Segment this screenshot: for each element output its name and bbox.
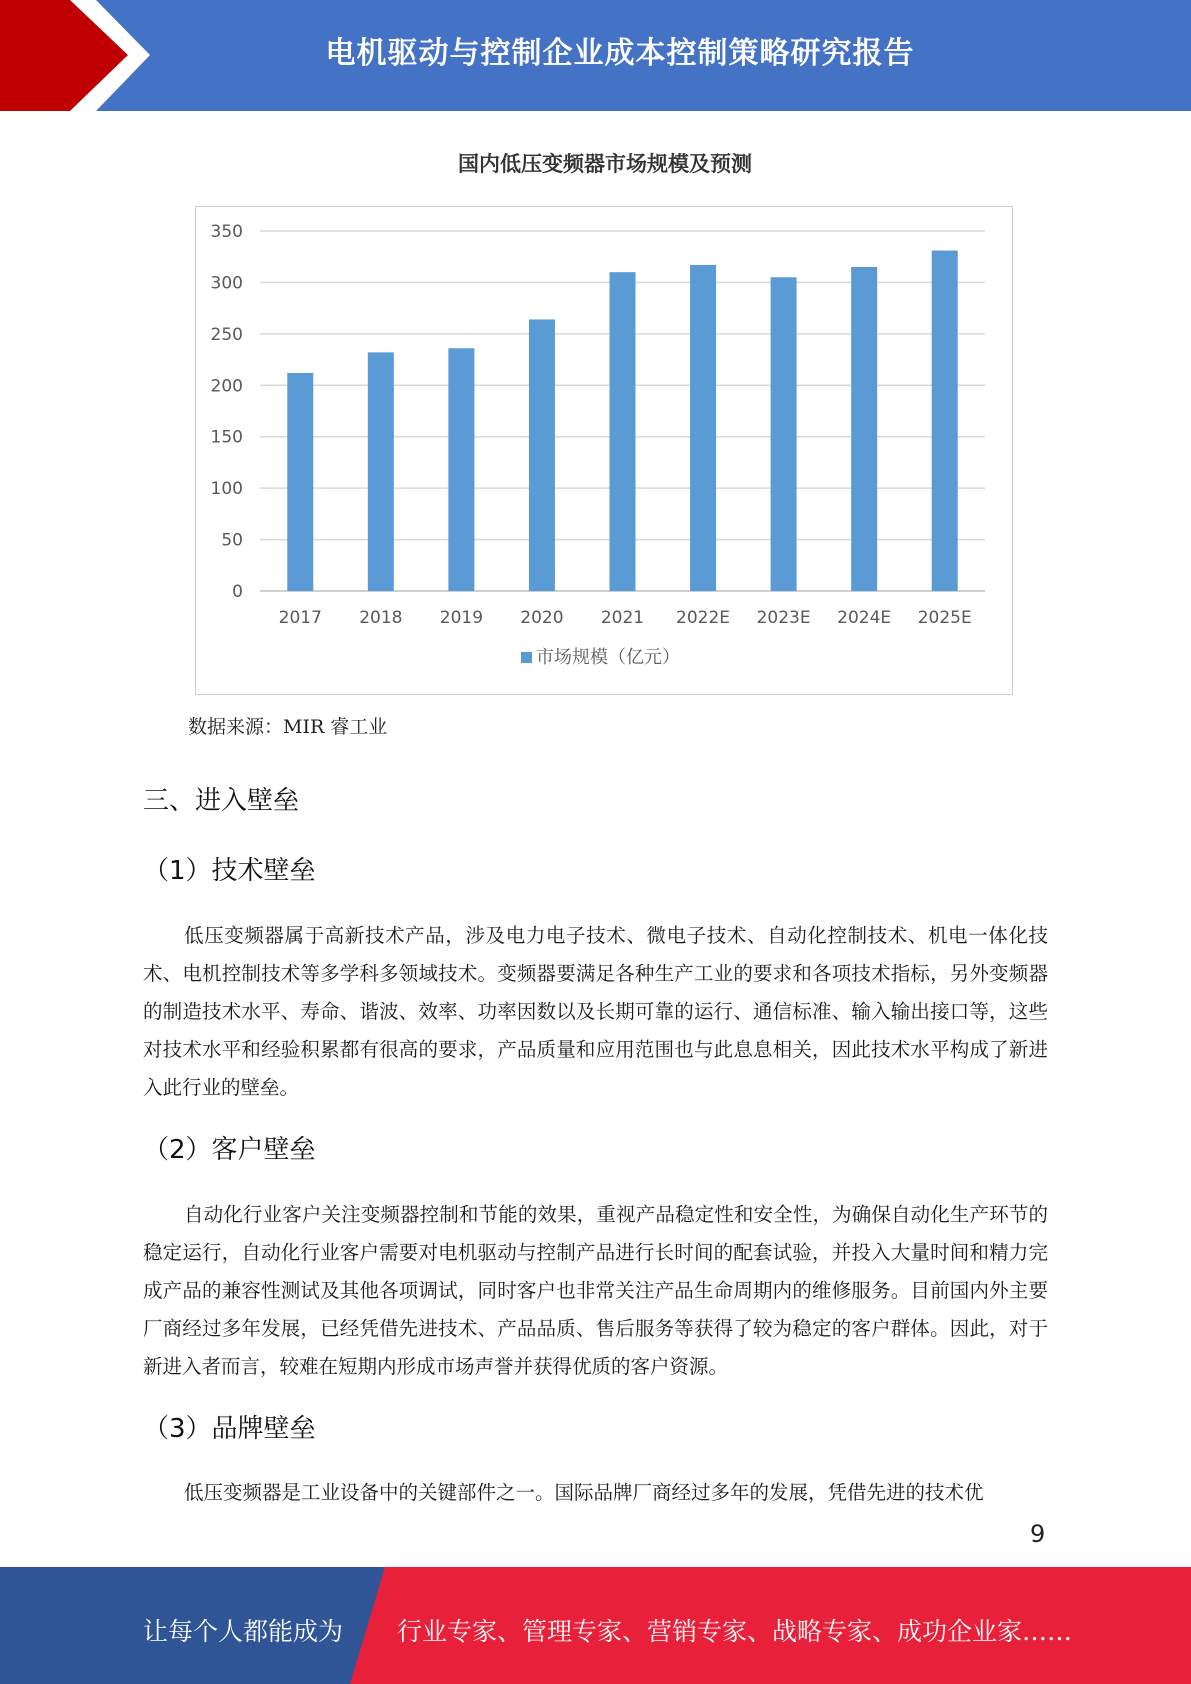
paragraph-tech-barrier: 低压变频器属于高新技术产品，涉及电力电子技术、微电子技术、自动化控制技术、机电一体化技术、电机控制技术等多学科多领域技术。变频器要满足各种生产工业的要求和各项技术指标，另外变频器的制造技术水平、寿命、谐波、效率、功率因数以及长期可靠的运行、通信标准、输入输出接口等，这些对技术水平和经验积累都有很高的要求，产品质量和应用范围也与此息息相关，因此技术水平构成了新进入此行业的壁垒。 xyxy=(143,924,1048,1099)
y-tick-label: 50 xyxy=(221,530,243,551)
y-tick-label: 300 xyxy=(210,273,243,294)
section-heading-entry-barriers: 三、进入壁垒 xyxy=(143,786,300,816)
footer-slogan-left: 让每个人都能成为 xyxy=(143,1617,344,1646)
page-footer xyxy=(0,1567,1191,1684)
bar-2019 xyxy=(448,348,474,591)
page-number: 9 xyxy=(1030,1520,1046,1548)
chart-source: 数据来源：MIR 睿工业 xyxy=(188,716,388,738)
x-tick-label: 2023E xyxy=(756,608,811,628)
y-tick-label: 250 xyxy=(210,324,243,345)
bar-chart xyxy=(195,206,1013,695)
legend-label: 市场规模（亿元） xyxy=(536,647,680,668)
bar-2021 xyxy=(610,272,636,591)
x-tick-label: 2025E xyxy=(917,608,972,628)
page-header xyxy=(0,0,1191,111)
bar-2017 xyxy=(287,373,313,591)
y-tick-label: 0 xyxy=(232,582,243,602)
x-tick-label: 2017 xyxy=(278,608,322,628)
paragraph-brand-barrier: 低压变频器是工业设备中的关键部件之一。国际品牌厂商经过多年的发展，凭借先进的技术优 xyxy=(184,1481,984,1504)
bar-2025E xyxy=(932,251,958,591)
subheading-tech-barrier: （1）技术壁垒 xyxy=(143,856,316,886)
bar-2022E xyxy=(690,265,716,591)
bar-2018 xyxy=(368,352,394,591)
chart-title: 国内低压变频器市场规模及预测 xyxy=(458,152,752,176)
x-tick-label: 2021 xyxy=(600,608,645,628)
legend-swatch xyxy=(521,652,532,663)
bar-2023E xyxy=(771,277,797,591)
y-tick-label: 150 xyxy=(210,427,243,448)
x-tick-label: 2024E xyxy=(837,608,892,628)
x-tick-label: 2019 xyxy=(439,608,484,628)
y-tick-label: 100 xyxy=(210,479,243,500)
report-title: 电机驱动与控制企业成本控制策略研究报告 xyxy=(325,36,915,71)
footer-slogan-right: 行业专家、管理专家、营销专家、战略专家、成功企业家…… xyxy=(397,1617,1073,1646)
y-tick-label: 200 xyxy=(210,376,243,397)
paragraph-customer-barrier: 自动化行业客户关注变频器控制和节能的效果，重视产品稳定性和安全性，为确保自动化生产环节的稳定运行，自动化行业客户需要对电机驱动与控制产品进行长时间的配套试验，并投入大量时间和精力完成产品的兼容性测试及其他各项调试，同时客户也非常关注产品生命周期内的维修服务。目前国内外主要厂商经过多年发展，已经凭借先进技术、产品品质、售后服务等获得了较为稳定的客户群体。因此，对于新进入者而言，较难在短期内形成市场声誉并获得优质的客户资源。 xyxy=(143,1203,1048,1378)
bar-2020 xyxy=(529,319,555,591)
x-tick-label: 2018 xyxy=(359,608,403,628)
bar-2024E xyxy=(851,267,877,591)
x-tick-label: 2022E xyxy=(676,608,731,628)
y-tick-label: 350 xyxy=(210,222,243,242)
subheading-brand-barrier: （3）品牌壁垒 xyxy=(143,1414,316,1444)
subheading-customer-barrier: （2）客户壁垒 xyxy=(143,1135,316,1165)
x-tick-label: 2020 xyxy=(520,608,564,628)
